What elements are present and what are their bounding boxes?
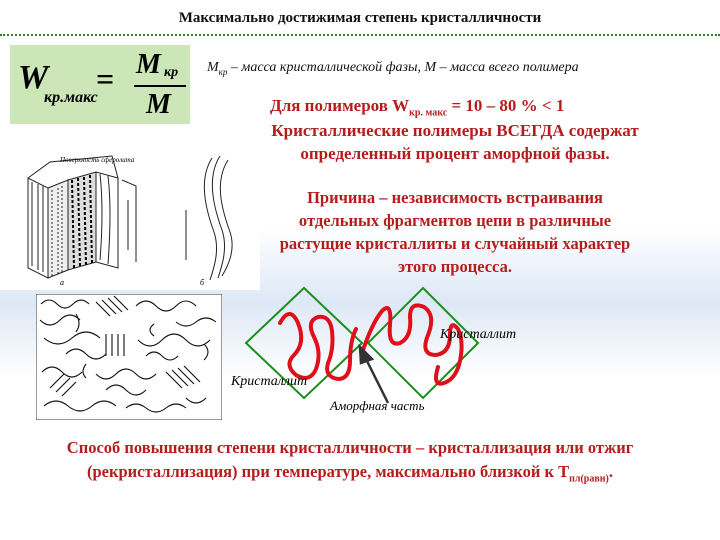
crystallite-label-right: Кристаллит: [440, 327, 517, 342]
formula-numerator: M: [136, 49, 161, 80]
range-prefix: Для полимеров W: [270, 96, 410, 115]
range-suffix: = 10 – 80 % < 1: [447, 96, 565, 115]
formula-w-subscript: кр.макс: [44, 89, 98, 106]
amorphous-statement: Кристаллические полимеры ВСЕГДА содержат определенный процент аморфной фазы.: [271, 121, 639, 163]
amorphous-label: Аморфная часть: [330, 398, 425, 413]
crystallinity-range: [270, 96, 564, 118]
polymer-texture-figure: [36, 294, 222, 420]
formula-denominator: M: [146, 89, 171, 120]
method-end: .: [608, 462, 613, 481]
formula-w: W: [18, 59, 49, 96]
reason-text: Причина – независимость встраивания отдельных фрагментов цепи в различные растущие кристаллиты и случайный характер этого процесса.: [279, 188, 631, 276]
def-text: – масса кристаллической фазы, М – масса всего полимера: [227, 60, 579, 75]
range-subscript: кр. макс: [409, 107, 448, 119]
crystallite-diagram: [240, 283, 480, 413]
crystallite-label-left: Кристаллит: [231, 374, 308, 389]
formula-fraction-bar: [134, 85, 186, 87]
title-divider: [0, 34, 720, 36]
method-subscript: пл(равн): [569, 473, 609, 485]
formula-equals: =: [96, 61, 115, 97]
def-m-subscript: кр: [218, 66, 228, 77]
method-text: [30, 436, 670, 491]
def-m-symbol: M: [207, 60, 219, 75]
polymer-chain-left: [280, 314, 356, 379]
formula-box: [10, 45, 190, 124]
spherulite-figure: [0, 150, 260, 290]
formula-definitions: [207, 60, 579, 77]
polymer-chain-right: [362, 305, 462, 383]
figure-label-b: б: [200, 278, 205, 287]
amorphous-arrow: [360, 347, 388, 403]
figure-label-a: а: [60, 278, 64, 287]
method-body: Способ повышения степени кристалличности – кристаллизация или отжиг (рекристаллизация) при температуре, максимально близкой к Т: [66, 438, 634, 481]
formula-numerator-subscript: кр: [164, 65, 179, 80]
slide-title: Максимально достижимая степень кристалличности: [178, 10, 542, 26]
surface-label: Поверхность сферолита: [60, 156, 135, 164]
